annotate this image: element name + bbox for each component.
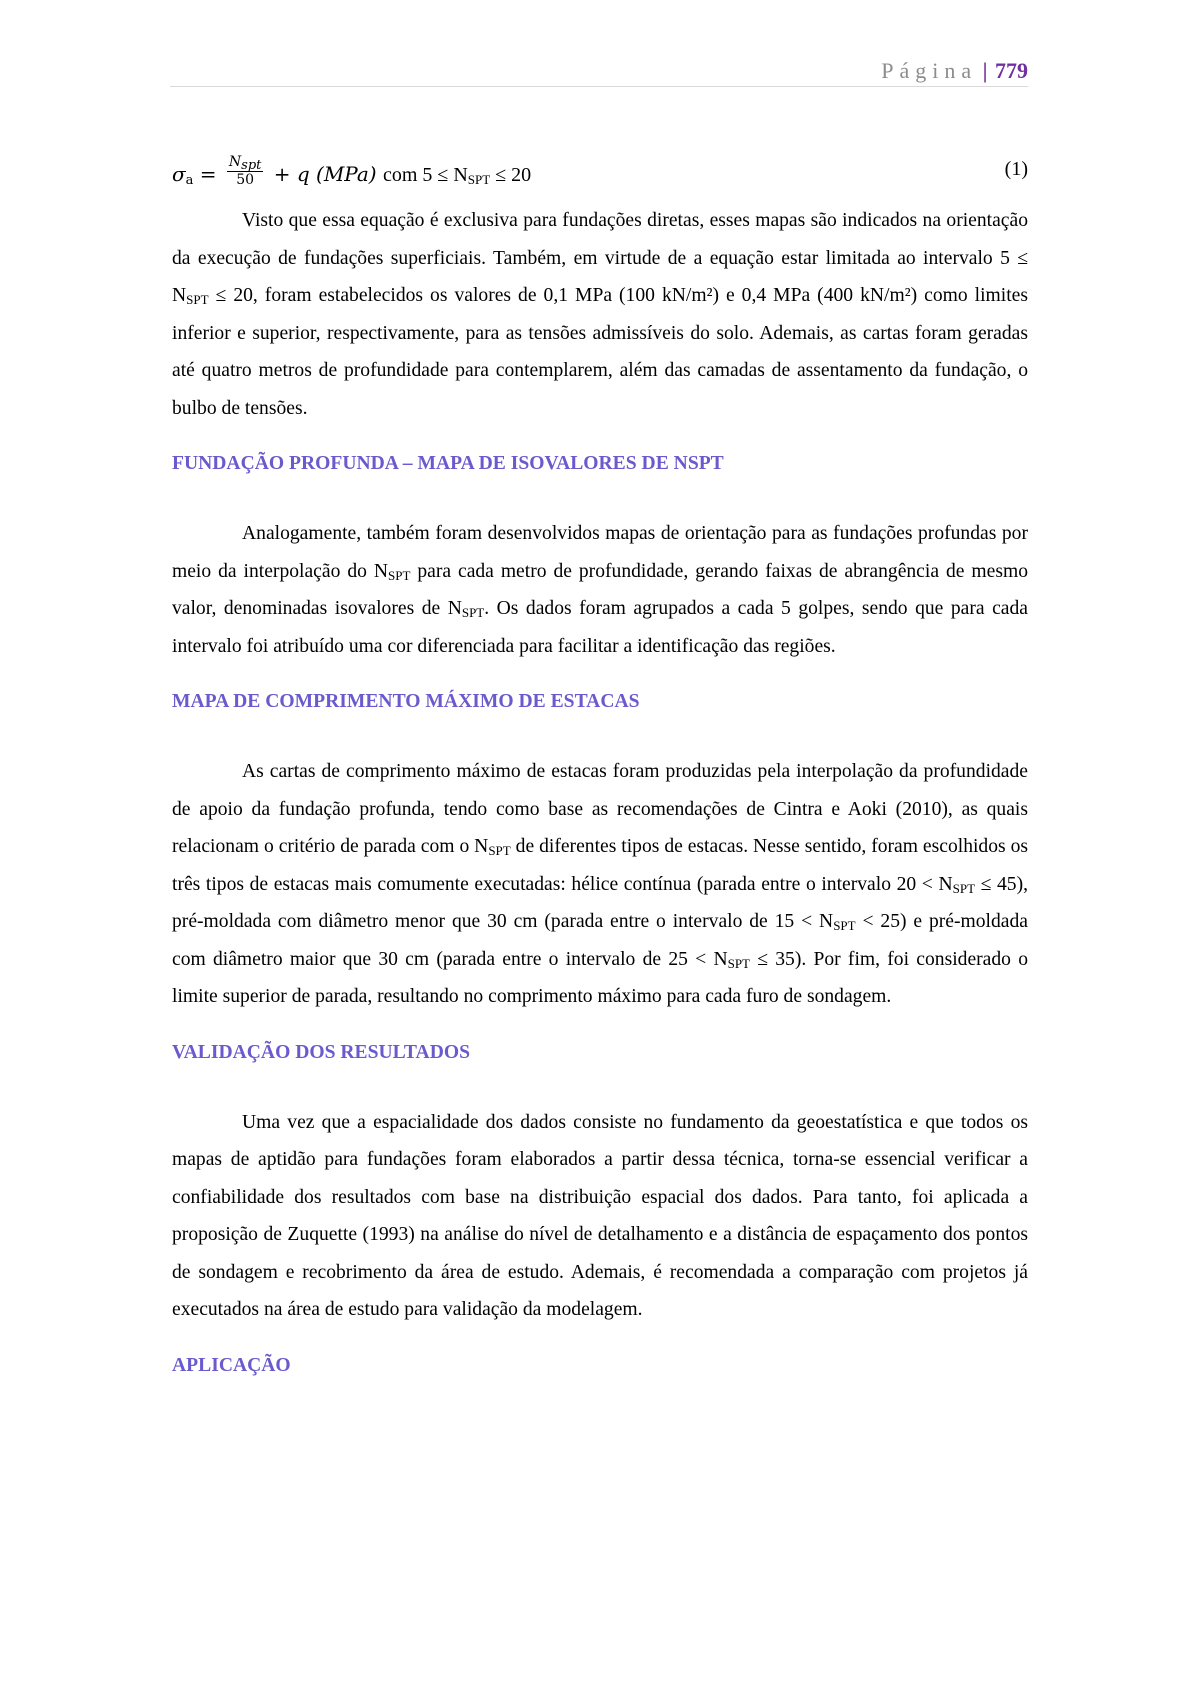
p3-text-c: ≤ 45), pré-moldada com diâmetro menor que 30 cm (parada entre o intervalo de 15 < N <box>172 873 1028 932</box>
equation-rest: + q (MPa) <box>273 162 377 186</box>
p1-subscript: SPT <box>186 292 209 307</box>
p2-subscript-2: SPT <box>461 605 485 620</box>
p2-text-c: . Os dados foram agrupados a cada 5 golpes, sendo que para cada intervalo foi atribuído uma cor diferenciada para facilitar a identificação das regiões. <box>172 598 1028 657</box>
page-separator: | <box>982 58 988 83</box>
paragraph-1 <box>172 202 1028 427</box>
p2-subscript-1: SPT <box>388 567 411 583</box>
page-header <box>170 56 1028 87</box>
sigma-symbol: σ <box>172 162 186 186</box>
numerator-subscript: spt <box>241 158 262 173</box>
p3-text-b: de diferentes tipos de estacas. Nesse sentido, foram escolhidos os três tipos de estacas mais comumente executadas: hélice contínua (parada entre o intervalo 20 < N <box>172 836 1029 895</box>
fraction-numerator <box>227 154 263 172</box>
condition-subscript: SPT <box>467 172 491 187</box>
section-heading-comprimento-estacas: MAPA DE COMPRIMENTO MÁXIMO DE ESTACAS <box>172 691 640 712</box>
condition-pre: com 5 ≤ N <box>382 164 468 186</box>
section-heading-fundacao-profunda: FUNDAÇÃO PROFUNDA – MAPA DE ISOVALORES DE NSPT <box>172 453 724 474</box>
paragraph-4: Uma vez que a espacialidade dos dados consiste no fundamento da geoestatística e que todos os mapas de aptidão para fundações foram elaborados a partir dessa técnica, torna-se essencial verificar a confiabilidade dos resultados com base na distribuição espacial dos dados. Para tanto, foi aplicada a proposição de Zuquette (1993) na análise do nível de detalhamento e a distância de espaçamento dos pontos de sondagem e recobrimento da área de estudo. Ademais, é recomendada a comparação com projetos já executados na área de estudo para validação da modelagem. <box>172 1111 1028 1320</box>
section-heading-validacao: VALIDAÇÃO DOS RESULTADOS <box>172 1041 470 1063</box>
p3-text-d: < 25) e pré-moldada com diâmetro maior que 30 cm (parada entre o intervalo de 25 < N <box>172 911 1028 970</box>
p3-subscript-1: SPT <box>488 843 511 858</box>
p1-text-a: Visto que essa equação é exclusiva para fundações diretas, esses mapas são indicados na orientação da execução de fundações superficiais. Também, em virtude de a equação estar limitada ao intervalo 5 ≤ N <box>172 210 1028 306</box>
condition-post: ≤ 20 <box>495 164 532 186</box>
p3-subscript-2: SPT <box>952 880 976 896</box>
page-number: 779 <box>995 58 1028 83</box>
p3-text-e: ≤ 35). Por fim, foi considerado o limite superior de parada, resultando no comprimento máximo para cada furo de sondagem. <box>172 948 1028 1007</box>
p2-text-b: para cada metro de profundidade, gerando faixas de abrangência de mesmo valor, denominadas isovalores de N <box>172 560 1028 619</box>
p3-subscript-3: SPT <box>833 918 856 933</box>
equation-formula <box>172 154 532 193</box>
equals-sign: = <box>199 162 217 186</box>
fraction-denominator: 50 <box>236 172 255 188</box>
equation-condition <box>383 164 531 186</box>
fraction <box>227 154 263 189</box>
sigma-subscript: a <box>185 173 194 188</box>
equation-1 <box>172 150 1028 194</box>
numerator-symbol: N <box>228 154 242 170</box>
p1-text-b: ≤ 20, foram estabelecidos os valores de 0,1 MPa (100 kN/m²) e 0,4 MPa (400 kN/m²) como limites inferior e superior, respectivamente, para as tensões admissíveis do solo. Ademais, as cartas foram geradas até quatro metros de profundidade para contemplarem, além das camadas de assentamento da fundação, o bulbo de tensões. <box>172 285 1028 419</box>
p2-text-a: Analogamente, também foram desenvolvidos mapas de orientação para as fundações profundas por meio da interpolação do N <box>172 523 1028 582</box>
page-indicator <box>881 58 1028 84</box>
paragraph-3 <box>172 753 1028 1016</box>
page-label: Página <box>881 58 978 83</box>
paragraph-2 <box>172 515 1028 665</box>
page-content <box>172 150 1028 1381</box>
p3-subscript-4: SPT <box>727 955 750 971</box>
p3-text-a: As cartas de comprimento máximo de estacas foram produzidas pela interpolação da profundidade de apoio da fundação profunda, tendo como base as recomendações de Cintra e Aoki (2010), as quais relacionam o critério de parada com o N <box>172 761 1028 857</box>
section-heading-aplicacao: APLICAÇÃO <box>172 1354 291 1376</box>
equation-number: (1) <box>1004 158 1028 180</box>
